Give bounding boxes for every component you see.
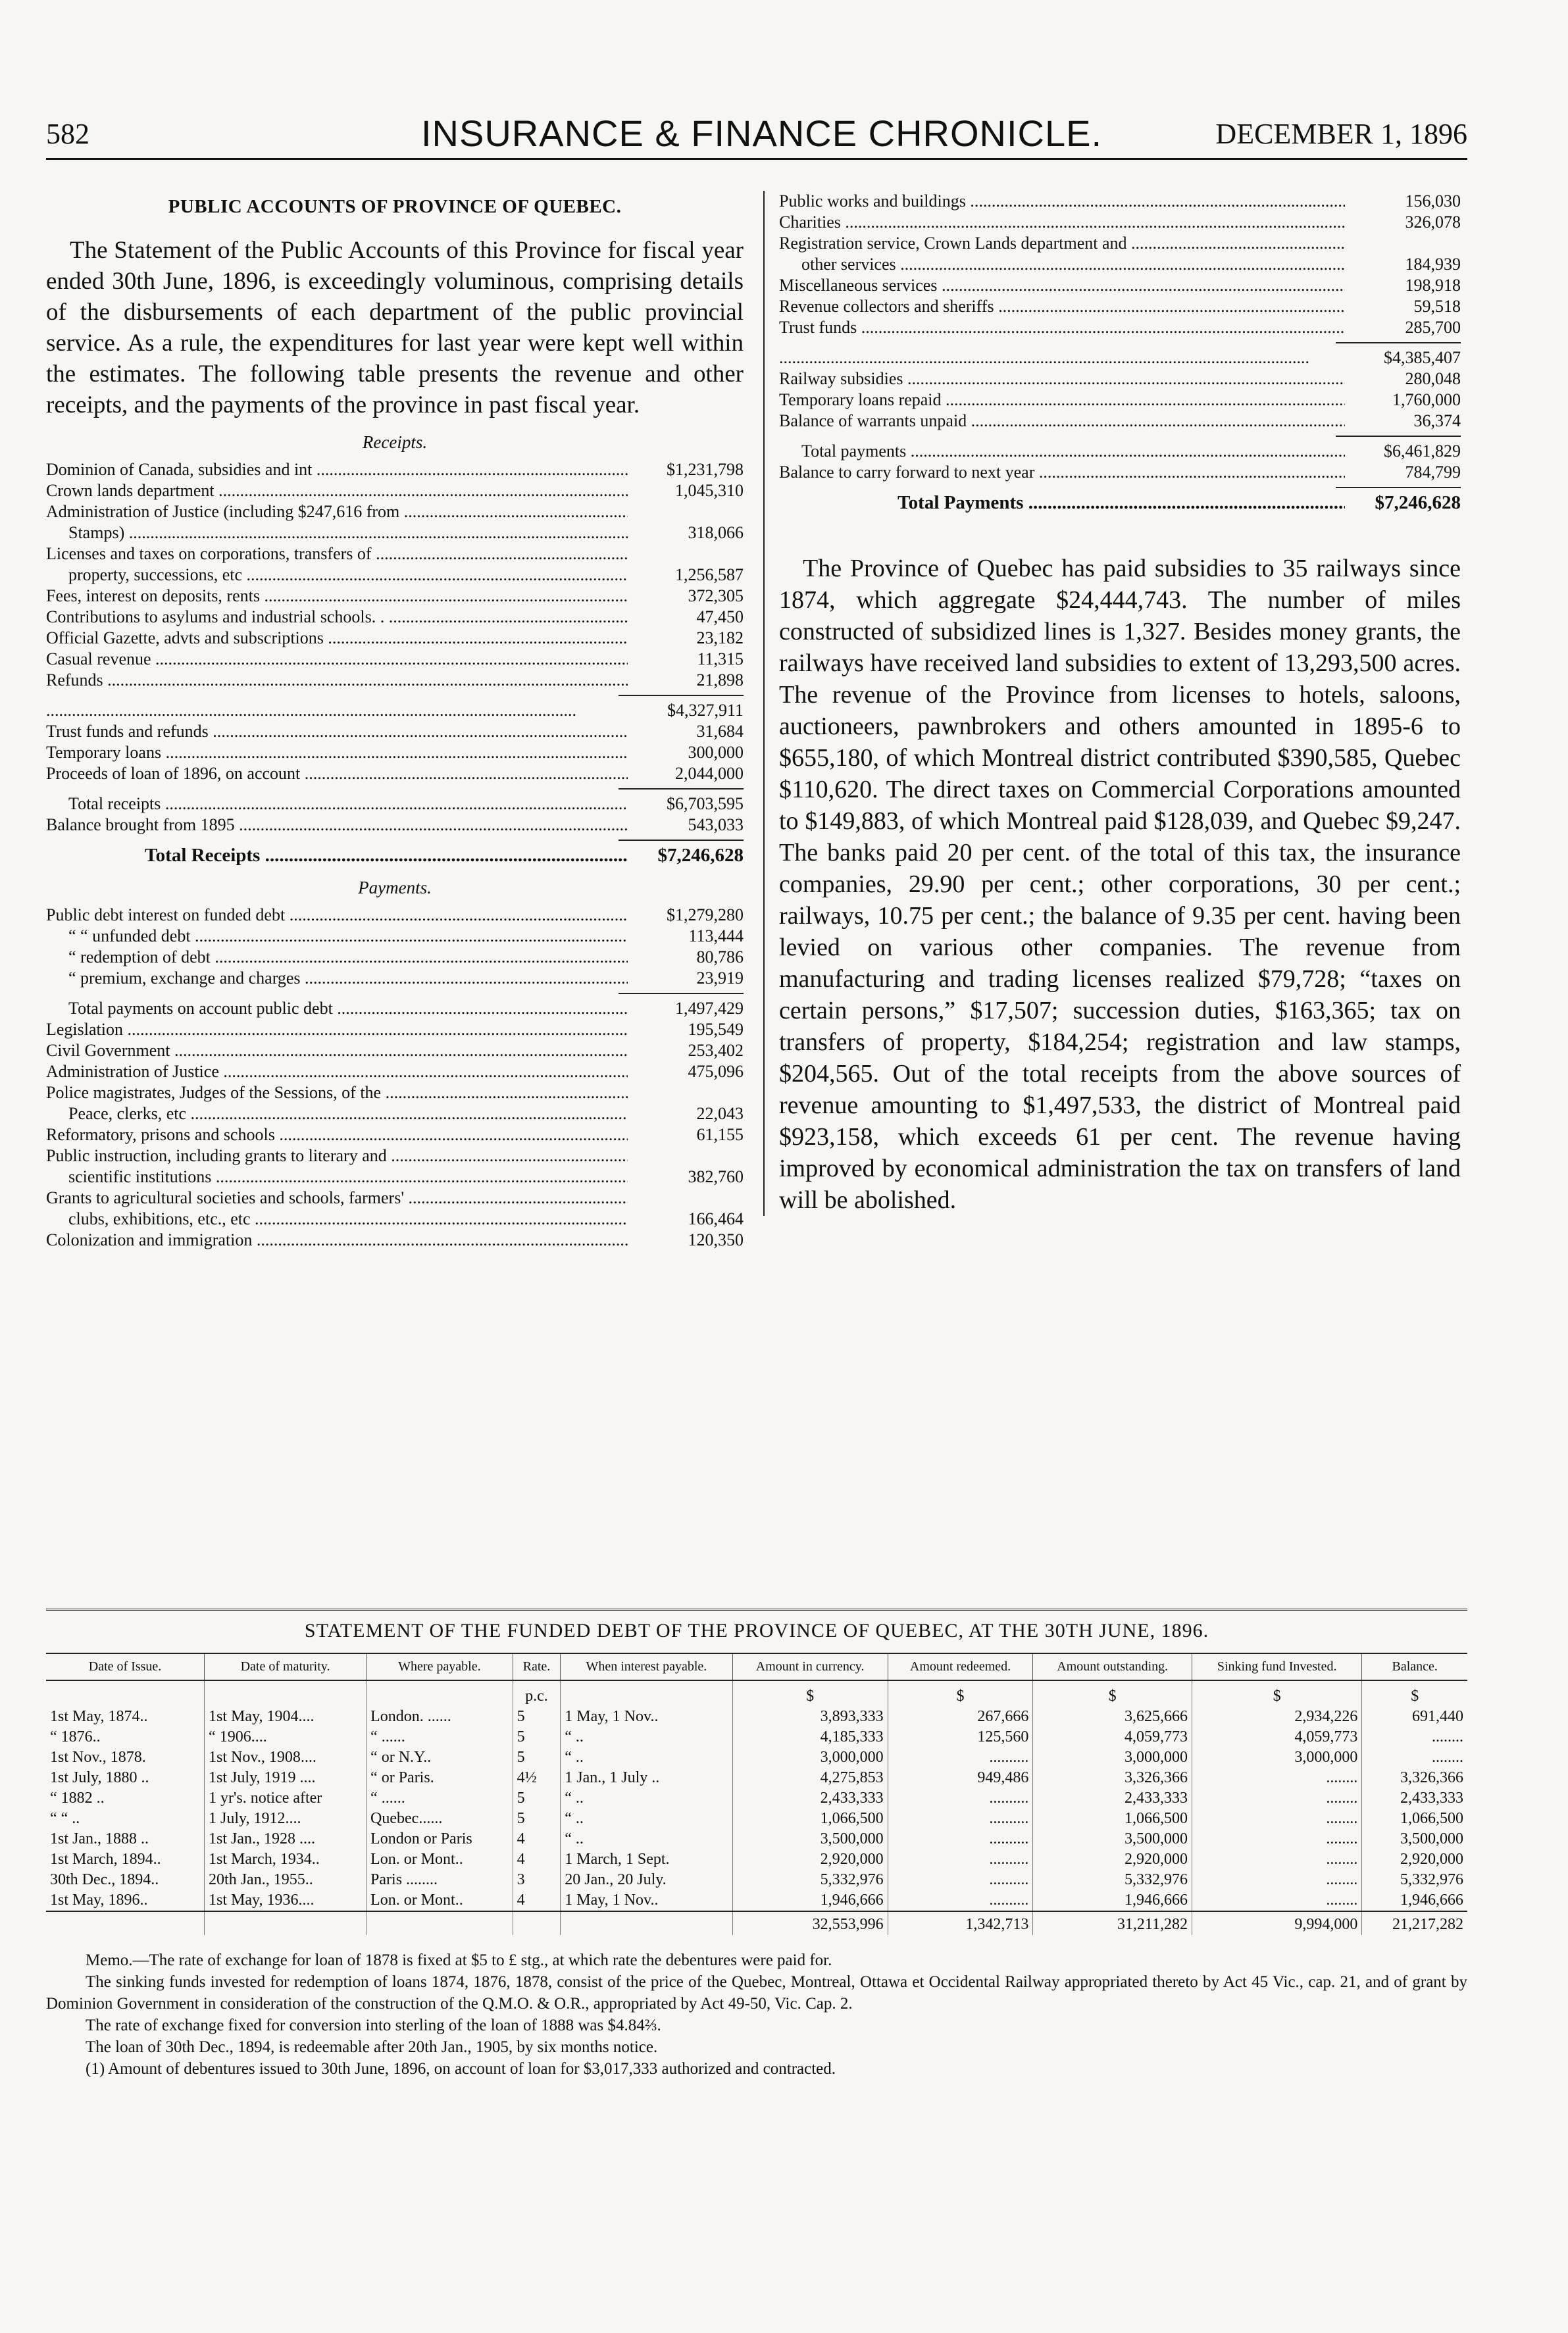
ledger-row: Fees, interest on deposits, rents ..... 372,305 [46,586,744,607]
ledger-row: Contributions to asylums and industrial schools. . ..... 47,450 [46,607,744,628]
ledger-row: Peace, clerks, etc ..... 22,043 [46,1103,744,1124]
divider [619,788,744,790]
table-cell: p.c. [513,1680,561,1707]
ledger-row: Public works and buildings ..... 156,030 [779,191,1461,212]
left-column [46,191,744,1251]
ledger-row: Grants to agricultural societies and schools, farmers' ..... [46,1188,744,1209]
divider [1336,342,1461,343]
ledger-row: Administration of Justice ..... 475,096 [46,1061,744,1082]
table-cell: 1 yr's. notice after [205,1788,367,1809]
table-cell: 1 May, 1 Nov.. [561,1890,732,1911]
table-cell: 2,934,226 [1192,1707,1361,1727]
ledger-row: Civil Government ..... 253,402 [46,1040,744,1061]
table-cell: “ ...... [367,1788,513,1809]
payments-list-2 [779,368,1461,432]
column-header: Amount outstanding. [1033,1653,1192,1680]
divider [46,1609,1467,1611]
column-header: Date of maturity. [205,1653,367,1680]
ledger-row: scientific institutions ..... 382,760 [46,1166,744,1188]
ledger-row: Public debt interest on funded debt ..... $1,279,280 [46,905,744,926]
payments-heading: Payments. [358,878,432,897]
table-row [46,1809,1467,1829]
publication-title: INSURANCE & FINANCE CHRONICLE. [421,113,1103,154]
table-cell: 4½ [513,1768,561,1788]
table-cell: 1 Jan., 1 July .. [561,1768,732,1788]
ledger-row: clubs, exhibitions, etc., etc ..... 166,464 [46,1209,744,1230]
table-cell: 1st March, 1894.. [46,1849,205,1870]
table-cell: 2,433,333 [1033,1788,1192,1809]
table-cell: 1,066,500 [732,1809,888,1829]
issue-date: DECEMBER 1, 1896 [1215,118,1467,150]
table-cell: “ 1906.... [205,1727,367,1747]
table-cell: 30th Dec., 1894.. [46,1870,205,1890]
table-cell: “ .. [561,1809,732,1829]
table-cell: 691,440 [1412,1708,1463,1725]
table-cell: $ [888,1680,1033,1707]
ledger-row: Legislation ..... 195,549 [46,1019,744,1040]
ledger-row: Police magistrates, Judges of the Sessions, of the ..... [46,1082,744,1103]
table-cell: $ [1192,1680,1361,1707]
payments-debt-list [46,905,744,989]
funded-debt-section [46,1609,1467,2080]
ledger-row: Licenses and taxes on corporations, transfers of ..... [46,543,744,564]
page-number: 582 [46,118,89,150]
table-row [46,1747,1467,1768]
table-cell: 1,946,666 [1033,1890,1192,1911]
table-cell: Lon. or Mont.. [367,1849,513,1870]
table-cell: 3,500,000 [732,1829,888,1849]
ledger-row: Temporary loans repaid ..... 1,760,000 [779,389,1461,411]
table-cell: 4,059,773 [1192,1727,1361,1747]
table-row [46,1849,1467,1870]
ledger-row: “ “ unfunded debt ..... 113,444 [46,926,744,947]
table-cell: “ .. [561,1727,732,1747]
table-cell: “ 1882 .. [46,1788,205,1809]
table-cell: 20th Jan., 1955.. [205,1870,367,1890]
table-cell [205,1680,367,1707]
page-header [46,112,1467,160]
table-cell: “ or N.Y.. [367,1747,513,1768]
ledger-row-total-payments: Total payments ..... $6,461,829 [779,441,1461,462]
ledger-row-subtotal: ..... $4,327,911 [46,700,744,721]
table-row [46,1788,1467,1809]
article-intro: The Statement of the Public Accounts of this Province for fiscal year ended 30th June, 1896, is exceedingly voluminous, comprising details of the disbursements of each department of the public provincial service. As a rule, the expenditures for last year were kept well within the estimates. The following table presents the revenue and other receipts, and the payments of the province in past fiscal year. [46,237,744,418]
divider [619,993,744,994]
ledger-row: Temporary loans ..... 300,000 [46,742,744,763]
table-cell: “ .. [561,1829,732,1849]
table-cell: 5,332,976 [1033,1870,1192,1890]
table-notes [46,1949,1467,2080]
table-cell: 1 May, 1 Nov.. [561,1707,732,1727]
debt-table-title: STATEMENT OF THE FUNDED DEBT OF THE PROVINCE OF QUEBEC, AT THE 30TH JUNE, 1896. [304,1620,1209,1642]
table-cell [205,1911,367,1935]
ledger-row: Registration service, Crown Lands department and ..... [779,233,1461,254]
table-cell: “ 1876.. [46,1727,205,1747]
ledger-row: Public instruction, including grants to literary and ..... [46,1145,744,1166]
table-cell: 5,332,976 [1400,1871,1463,1888]
table-cell [561,1911,732,1935]
ledger-row: Refunds ..... 21,898 [46,670,744,691]
ledger-row-grand-receipts: Total Receipts ..... $7,246,628 [46,845,744,866]
table-cell: 2,920,000 [1033,1849,1192,1870]
right-column [763,191,1461,1216]
table-cell: 3,326,366 [1033,1768,1192,1788]
ledger-row: Balance of warrants unpaid ..... 36,374 [779,411,1461,432]
table-cell: 267,666 [888,1707,1033,1727]
table-cell [46,1911,205,1935]
table-cell: ........ [1192,1849,1361,1870]
ledger-row: “ premium, exchange and charges ..... 23,919 [46,968,744,989]
table-cell: 3 [513,1870,561,1890]
table-cell: 1,066,500 [1400,1810,1463,1827]
table-cell: $ [1033,1680,1192,1707]
table-cell: 3,000,000 [732,1747,888,1768]
table-cell: Quebec...... [367,1809,513,1829]
ledger-row: Miscellaneous services ..... 198,918 [779,275,1461,296]
table-cell [46,1680,205,1707]
column-header: Date of Issue. [46,1653,205,1680]
table-row [46,1707,1467,1727]
table-cell: 1st May, 1874.. [46,1707,205,1727]
table-cell: 2,433,333 [732,1788,888,1809]
table-cell: .......... [888,1747,1033,1768]
table-cell: ........ [1192,1809,1361,1829]
table-cell: .......... [888,1829,1033,1849]
railway-paragraph: The Province of Quebec has paid subsidies to 35 railways since 1874, which aggregate $24,444,743. The number of miles constructed of subsidized lines is 1,327. Besides money grants, the railways have received land subsidies to extent of 13,293,500 acres. The revenue of the Province from licenses to hotels, saloons, auctioneers, pawnbrokers and others amounted in 1895-6 to $655,180, of which Montreal district contributed $390,585, Quebec $110,620. The direct taxes on Commercial Corporations amounted to $149,883, of which Montreal paid $128,039, and Quebec $9,247. The banks paid 20 per cent. of the total of this tax, the insurance companies, 29.90 per cent.; other corporations, 30 per cent.; railways, 10.75 per cent.; the balance of 9.35 per cent. having been levied on various other companies. The revenue from manufacturing and trading licenses realized $79,728; “taxes on certain persons,” $17,507; succession duties, $163,365; tax on transfers of property, $184,254; registration and law stamps, $204,565. Out of the total receipts from the above sources of revenue amounting to $1,497,533, the district of Montreal paid $923,158, which exceeds 61 per cent. The revenue having improved by economical administration the tax on transfers of land will be abolished. [779,555,1461,1214]
ledger-row-carry-forward: Balance to carry forward to next year ..... 784,799 [779,462,1461,483]
table-cell: 4,275,853 [732,1768,888,1788]
table-cell: .......... [888,1870,1033,1890]
table-cell: 5,332,976 [732,1870,888,1890]
table-cell: 5 [513,1788,561,1809]
table-cell: 4 [513,1829,561,1849]
table-cell: $ [1411,1688,1419,1705]
table-cell: 1st May, 1936.... [205,1890,367,1911]
table-cell [367,1911,513,1935]
ledger-row: Trust funds ..... 285,700 [779,317,1461,338]
ledger-row: Official Gazette, advts and subscriptions ..... 23,182 [46,628,744,649]
table-cell: ........ [1192,1890,1361,1911]
table-cell: London. ...... [367,1707,513,1727]
note-line: The sinking funds invested for redemption of loans 1874, 1876, 1878, consist of the price of the Quebec, Montreal, Ottawa et Occidental Railway appropriated thereto by Act 45 Vic., cap. 21, and of grant by Dominion Government in consideration of the construction of the Q.M.O. & O.R., appropriated by Act 49-50, Vic. Cap. 2. [46,1973,1467,2013]
funded-debt-table [46,1653,1467,1935]
note-line: (1) Amount of debentures issued to 30th June, 1896, on account of loan for $3,017,333 authorized and contracted. [86,2060,836,2078]
table-cell [561,1680,732,1707]
table-cell: 1st May, 1896.. [46,1890,205,1911]
totals-row [46,1911,1467,1935]
table-row [46,1768,1467,1788]
ledger-row: “ redemption of debt ..... 80,786 [46,947,744,968]
table-cell: 3,500,000 [1400,1830,1463,1847]
column-header: Rate. [513,1653,561,1680]
table-row [46,1890,1467,1911]
table-cell: 1st Nov., 1908.... [205,1747,367,1768]
table-cell: 1st July, 1919 .... [205,1768,367,1788]
receipts-list [46,459,744,691]
table-cell: .......... [888,1788,1033,1809]
divider [619,695,744,696]
table-cell: 3,893,333 [732,1707,888,1727]
table-cell: 31,211,282 [1033,1911,1192,1935]
table-cell: 2,920,000 [1400,1851,1463,1868]
table-cell: 1st May, 1904.... [205,1707,367,1727]
table-cell: 4,185,333 [732,1727,888,1747]
column-header: Sinking fund Invested. [1192,1653,1361,1680]
receipts-heading: Receipts. [362,432,428,452]
table-cell: “ .. [561,1788,732,1809]
ledger-row: Reformatory, prisons and schools ..... 61,155 [46,1124,744,1145]
divider [619,840,744,841]
table-header-row [46,1653,1467,1680]
ledger-row: Charities ..... 326,078 [779,212,1461,233]
article-heading: PUBLIC ACCOUNTS OF PROVINCE OF QUEBEC. [168,196,622,217]
payments-list-continued [779,191,1461,338]
ledger-row: Casual revenue ..... 11,315 [46,649,744,670]
payments-list [46,998,744,1251]
table-cell: 3,000,000 [1192,1747,1361,1768]
ledger-row: Dominion of Canada, subsidies and int ..... $1,231,798 [46,459,744,480]
table-body [46,1680,1467,1935]
table-cell: 3,000,000 [1033,1747,1192,1768]
table-cell: 949,486 [888,1768,1033,1788]
table-cell [513,1911,561,1935]
divider [1336,487,1461,488]
table-cell: 2,433,333 [1400,1790,1463,1807]
table-row [46,1727,1467,1747]
receipts-list-2 [46,721,744,784]
note-line: The loan of 30th Dec., 1894, is redeemable after 20th Jan., 1905, by six months notice. [86,2038,658,2056]
table-cell: 1st Nov., 1878. [46,1747,205,1768]
table-cell: 2,920,000 [732,1849,888,1870]
table-cell: 4,059,773 [1033,1727,1192,1747]
ledger-row: Total payments on account public debt ..... 1,497,429 [46,998,744,1019]
table-cell: 3,500,000 [1033,1829,1192,1849]
ledger-row: Colonization and immigration ..... 120,350 [46,1230,744,1251]
ledger-row: Crown lands department ..... 1,045,310 [46,480,744,501]
table-cell: 1st Jan., 1928 .... [205,1829,367,1849]
ledger-row: other services ..... 184,939 [779,254,1461,275]
table-cell: ........ [1192,1829,1361,1849]
table-cell: 1st Jan., 1888 .. [46,1829,205,1849]
column-header: When interest payable. [561,1653,732,1680]
table-cell: “ “ .. [46,1809,205,1829]
units-row [46,1680,1467,1707]
table-cell: 3,625,666 [1033,1707,1192,1727]
table-cell: 1,342,713 [888,1911,1033,1935]
table-cell: 1,946,666 [1400,1892,1463,1909]
column-header: Balance. [1362,1653,1467,1680]
table-cell: 9,994,000 [1192,1911,1361,1935]
table-cell: 3,326,366 [1400,1769,1463,1786]
note-line: The rate of exchange fixed for conversion into sterling of the loan of 1888 was $4.84⅔. [86,2017,661,2034]
column-header: Amount redeemed. [888,1653,1033,1680]
table-cell: 5 [513,1707,561,1727]
table-cell: .......... [888,1809,1033,1829]
table-cell: $ [732,1680,888,1707]
table-cell: 1st March, 1934.. [205,1849,367,1870]
table-cell: 1st July, 1880 .. [46,1768,205,1788]
table-cell: ........ [1192,1788,1361,1809]
table-cell: “ .. [561,1747,732,1768]
note-line: Memo.—The rate of exchange for loan of 1878 is fixed at $5 to £ stg., at which rate the debentures were paid for. [86,1951,832,1969]
column-header: Amount in currency. [732,1653,888,1680]
table-cell: “ ...... [367,1727,513,1747]
table-row [46,1829,1467,1849]
table-cell: 1,066,500 [1033,1809,1192,1829]
table-cell: ........ [1192,1870,1361,1890]
table-cell: 20 Jan., 20 July. [561,1870,732,1890]
divider [1336,436,1461,437]
table-cell: ........ [1432,1728,1463,1745]
column-header: Where payable. [367,1653,513,1680]
ledger-row-grand-payments: Total Payments ..... $7,246,628 [779,492,1461,513]
table-cell: 1 July, 1912.... [205,1809,367,1829]
table-cell: 4 [513,1849,561,1870]
table-cell: 1,946,666 [732,1890,888,1911]
ledger-row: Proceeds of loan of 1896, on account ..... 2,044,000 [46,763,744,784]
table-cell: Lon. or Mont.. [367,1890,513,1911]
table-cell: 5 [513,1809,561,1829]
ledger-row: Trust funds and refunds ..... 31,684 [46,721,744,742]
table-cell: 5 [513,1727,561,1747]
table-cell: 21,217,282 [1362,1911,1467,1935]
table-cell: 32,553,996 [732,1911,888,1935]
table-cell: 1 March, 1 Sept. [561,1849,732,1870]
table-cell [367,1680,513,1707]
ledger-row-balance-brought: Balance brought from 1895 ..... 543,033 [46,815,744,836]
table-cell: Paris ........ [367,1870,513,1890]
table-row [46,1870,1467,1890]
ledger-row: Administration of Justice (including $247,616 from ..... [46,501,744,522]
ledger-row: property, successions, etc ..... 1,256,587 [46,564,744,586]
table-cell: .......... [888,1890,1033,1911]
ledger-row: Revenue collectors and sheriffs ..... 59,518 [779,296,1461,317]
ledger-row-total-receipts: Total receipts ..... $6,703,595 [46,793,744,815]
table-cell: 125,560 [888,1727,1033,1747]
table-cell: ........ [1192,1768,1361,1788]
table-cell: London or Paris [367,1829,513,1849]
ledger-row: Railway subsidies ..... 280,048 [779,368,1461,389]
table-cell: .......... [888,1849,1033,1870]
ledger-row-payments-subtotal: ..... $4,385,407 [779,347,1461,368]
ledger-row: Stamps) ..... 318,066 [46,522,744,543]
table-cell: 4 [513,1890,561,1911]
table-cell: ........ [1432,1749,1463,1766]
table-cell: 5 [513,1747,561,1768]
table-cell: “ or Paris. [367,1768,513,1788]
